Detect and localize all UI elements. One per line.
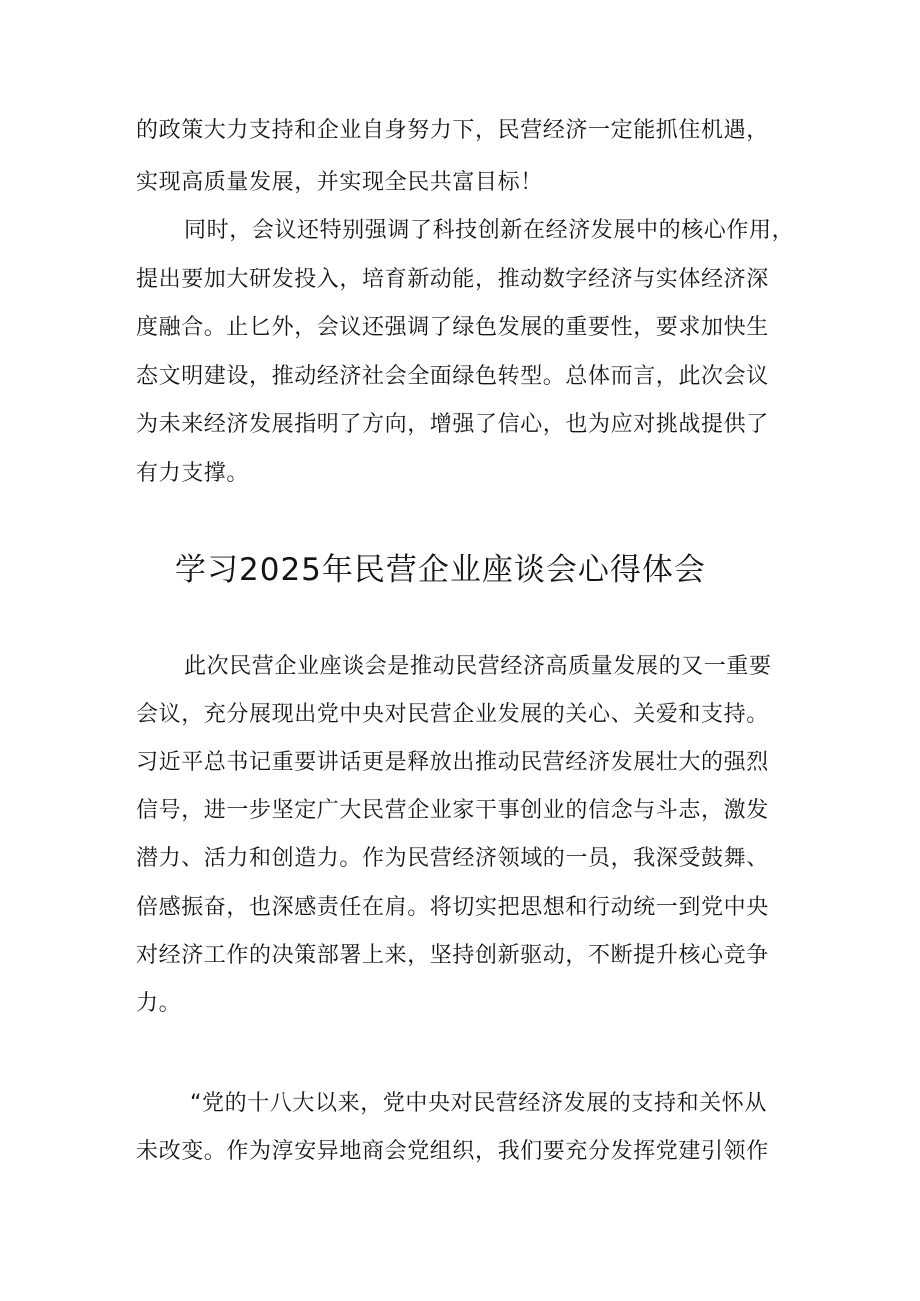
paragraph-3-line-3: 习近平总书记重要讲话更是释放出推动民营经济发展壮大的强烈 <box>136 750 769 775</box>
paragraph-2-line-3: 度融合。止匕外，会议还强调了绿色发展的重要性，要求加快生 <box>136 315 769 340</box>
paragraph-3-line-8: 力。 <box>136 991 182 1016</box>
section-title: 学习2025年民营企业座谈会心得体会 <box>175 552 706 588</box>
paragraph-3-line-1: 此次民营企业座谈会是推动民营经济高质量发展的又一重要 <box>184 654 772 679</box>
paragraph-1-line-2: 实现高质量发展，并实现全民共富目标！ <box>136 170 543 195</box>
paragraph-2-line-5: 为未来经济发展指明了方向，增强了信心，也为应对挑战提供了 <box>136 412 769 437</box>
paragraph-3-line-2: 会议，充分展现出党中央对民营企业发展的关心、关爱和支持。 <box>136 702 769 727</box>
paragraph-2-line-2: 提出要加大研发投入，培育新动能，推动数字经济与实体经济深 <box>136 267 769 292</box>
paragraph-3-line-4: 信号，进一步坚定广大民营企业家干事创业的信念与斗志，激发 <box>136 798 769 823</box>
paragraph-3-line-6: 倍感振奋，也深感责任在肩。将切实把思想和行动统一到党中央 <box>136 895 769 920</box>
paragraph-4-line-1: “党的十八大以来，党中央对民营经济发展的支持和关怀从 <box>190 1091 767 1116</box>
paragraph-3-line-5: 潜力、活力和创造力。作为民营经济领域的一员，我深受鼓舞、 <box>136 846 769 871</box>
paragraph-1-line-1: 的政策大力支持和企业自身努力下，民营经济一定能抓住机遇， <box>136 118 769 143</box>
paragraph-2-line-1: 同时，会议还特别强调了科技创新在经济发展中的核心作用， <box>184 218 795 243</box>
paragraph-3-line-7: 对经济工作的决策部署上来，坚持创新驱动，不断提升核心竞争 <box>136 943 769 968</box>
paragraph-2-line-4: 态文明建设，推动经济社会全面绿色转型。总体而言，此次会议 <box>136 364 769 389</box>
paragraph-4-line-2: 未改变。作为淳安异地商会党组织，我们要充分发挥党建引领作 <box>136 1139 769 1164</box>
paragraph-2-line-6: 有力支撑。 <box>136 461 250 486</box>
